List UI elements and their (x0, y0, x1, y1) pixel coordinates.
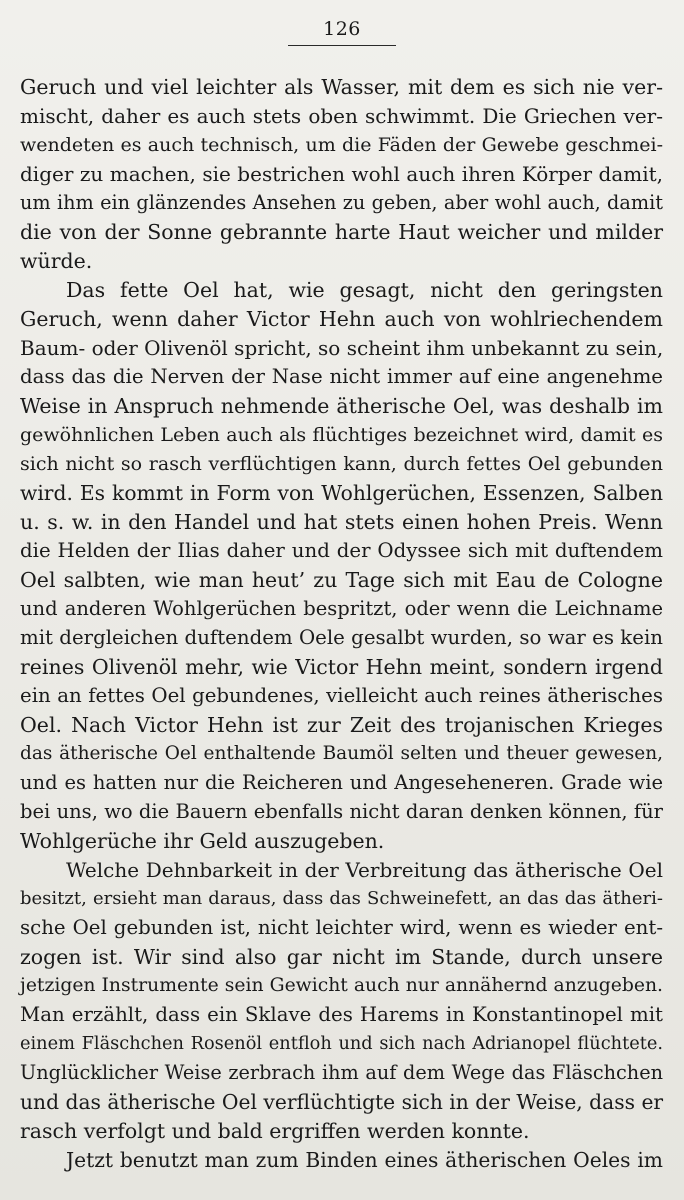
text-line: sche Oel gebunden ist, nicht leichter wird, wenn es wieder ent- (20, 916, 663, 939)
text-line: ein an fettes Oel gebundenes, vielleicht auch reines ätherisches (20, 684, 663, 707)
text-line: mischt, daher es auch stets oben schwimmt. Die Griechen ver- (20, 104, 663, 128)
text-line: Weise in Anspruch nehmende ätherische Oel, was deshalb im (20, 394, 663, 418)
text-line: mit dergleichen duftendem Oele gesalbt wurden, so war es kein (20, 626, 663, 649)
text-line: reines Olivenöl mehr, wie Victor Hehn meint, sondern irgend (20, 655, 663, 679)
text-line: Oel salbten, wie man heut’ zu Tage sich mit Eau de Cologne (20, 568, 663, 592)
text-line: wendeten es auch technisch, um die Fäden der Gewebe geschmei- (20, 134, 663, 156)
text-line: wird. Es kommt in Form von Wohlgerüchen, Essenzen, Salben (20, 481, 663, 505)
text-line: um ihm ein glänzendes Ansehen zu geben, aber wohl auch, damit (20, 191, 663, 214)
page-number: 126 (323, 18, 361, 40)
text-line: jetzigen Instrumente sein Gewicht auch nur annähernd anzugeben. (20, 975, 663, 996)
text-line: Baum- oder Olivenöl spricht, so scheint ihm unbekannt zu sein, (20, 336, 664, 360)
text-line: einem Fläschchen Rosenöl entfloh und sich nach Adrianopel flüchtete. (20, 1034, 663, 1054)
header-rule (288, 45, 396, 46)
text-line: Geruch und viel leichter als Wasser, mit dem es sich nie ver- (20, 75, 663, 99)
text-line: dass das die Nerven der Nase nicht immer auf eine angenehme (20, 365, 663, 388)
text-line: sich nicht so rasch verflüchtigen kann, durch fettes Oel gebunden (20, 453, 663, 475)
text-line: Unglücklicher Weise zerbrach ihm auf dem Wege das Fläschchen (20, 1061, 663, 1084)
text-line: Jetzt benutzt man zum Binden eines ätherischen Oeles im (66, 1148, 663, 1172)
text-line: die von der Sonne gebrannte harte Haut weicher und milder (20, 220, 663, 244)
text-line: gewöhnlichen Leben auch als flüchtiges bezeichnet wird, damit es (20, 424, 663, 446)
text-line: zogen ist. Wir sind also gar nicht im Stande, durch unsere (20, 945, 663, 969)
text-line: und anderen Wohlgerüchen bespritzt, oder wenn die Leichname (20, 597, 663, 620)
text-line: Geruch, wenn daher Victor Hehn auch von wohlriechendem (20, 307, 663, 331)
text-line: Wohlgerüche ihr Geld auszugeben. (20, 829, 385, 853)
text-line: das ätherische Oel enthaltende Baumöl selten und theuer gewesen, (20, 743, 663, 764)
text-line: besitzt, ersieht man daraus, dass das Schweinefett, an das das ätheri- (20, 888, 663, 909)
text-line: rasch verfolgt und bald ergriffen werden konnte. (20, 1119, 530, 1143)
text-line: u. s. w. in den Handel und hat stets einen hohen Preis. Wenn (20, 510, 663, 534)
text-line: würde. (20, 249, 93, 273)
text-line: Das fette Oel hat, wie gesagt, nicht den geringsten (66, 278, 663, 302)
text-line: bei uns, wo die Bauern ebenfalls nicht daran denken können, für (20, 800, 663, 823)
text-line: Welche Dehnbarkeit in der Verbreitung das ätherische Oel (66, 858, 663, 882)
text-line: und es hatten nur die Reicheren und Angeseheneren. Grade wie (20, 771, 663, 794)
text-line: diger zu machen, sie bestrichen wohl auch ihren Körper damit, (20, 162, 663, 186)
text-line: und das ätherische Oel verflüchtigte sich in der Weise, dass er (20, 1090, 664, 1114)
text-line: Man erzählt, dass ein Sklave des Harems in Konstantinopel mit (20, 1003, 663, 1026)
text-line: die Helden der Ilias daher und der Odyssee sich mit duftendem (20, 539, 663, 562)
text-line: Oel. Nach Victor Hehn ist zur Zeit des trojanischen Krieges (20, 713, 663, 737)
